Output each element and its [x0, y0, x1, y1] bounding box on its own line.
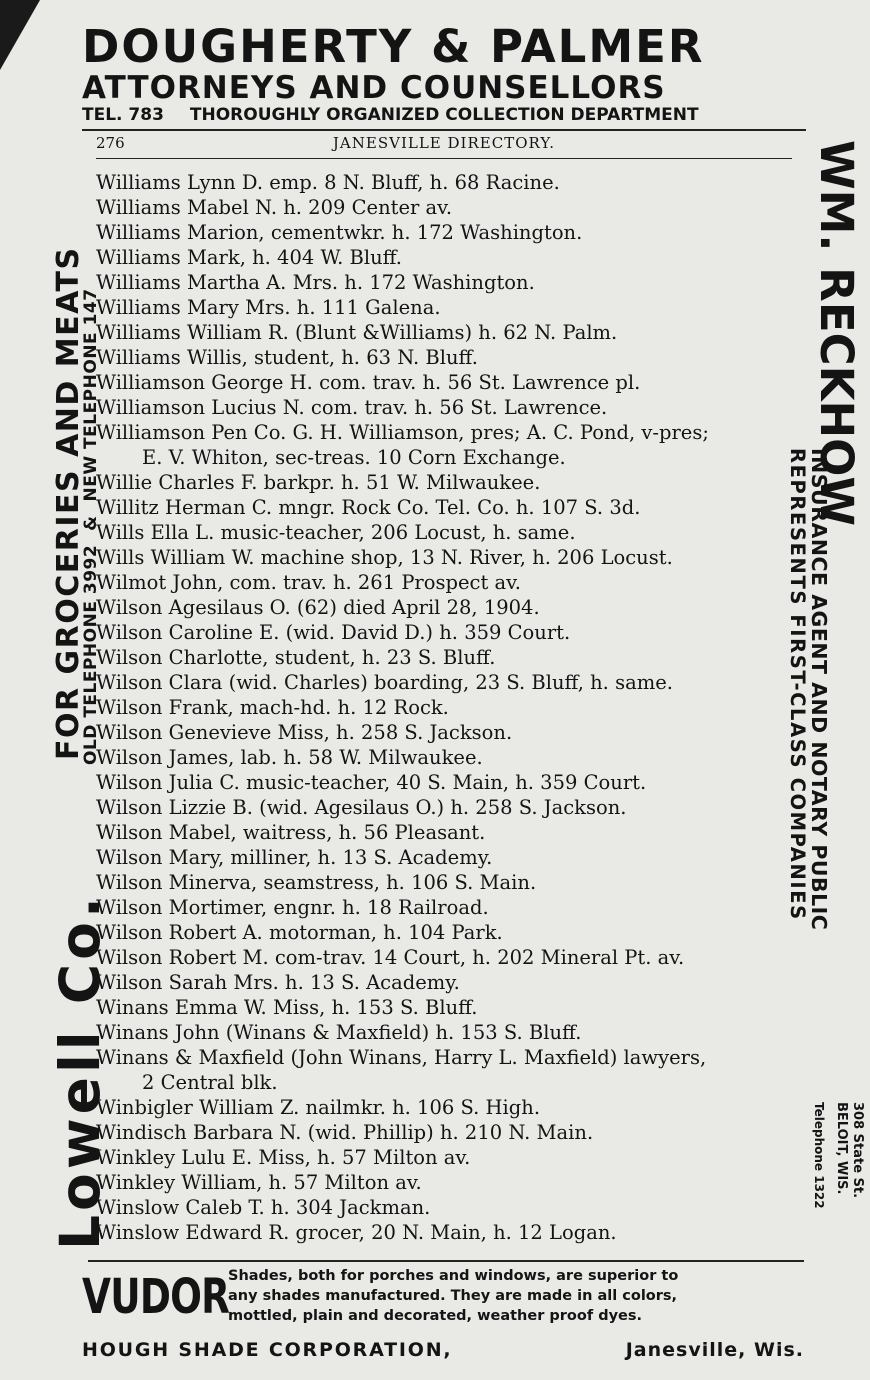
list-item: Winans Emma W. Miss, h. 153 S. Bluff.: [96, 996, 478, 1019]
list-item: Wilmot John, com. trav. h. 261 Prospect av.: [96, 571, 522, 594]
right-ad-address: [850, 1102, 864, 1206]
header-ad: [82, 22, 808, 126]
directory-title: JANESVILLE DIRECTORY.: [332, 134, 556, 152]
page-number: 276: [96, 134, 125, 152]
list-item: Wilson Frank, mach-hd. h. 12 Rock.: [96, 696, 449, 719]
list-item: Williamson George H. com. trav. h. 56 St. Lawrence pl.: [96, 371, 641, 394]
header-firm: DOUGHERTY & PALMER: [82, 20, 705, 73]
list-item: Wilson Sarah Mrs. h. 13 S. Academy.: [96, 971, 460, 994]
right-ad-street: 308 State St.: [850, 1102, 865, 1199]
header-collection: THOROUGHLY ORGANIZED COLLECTION DEPARTMENT: [189, 105, 699, 125]
list-item: Williamson Lucius N. com. trav. h. 56 St. Lawrence.: [96, 396, 608, 419]
list-item: Wilson Agesilaus O. (62) died April 28, 1904.: [96, 596, 540, 619]
list-item: Williams Mark, h. 404 W. Bluff.: [96, 246, 402, 269]
list-item: Wilson Minerva, seamstress, h. 106 S. Main.: [96, 871, 537, 894]
list-item: Williams Willis, student, h. 63 N. Bluff.: [96, 346, 478, 369]
footer-line-2: any shades manufactured. They are made in all colors,: [228, 1288, 678, 1304]
list-item: Wilson Mary, milliner, h. 13 S. Academy.: [96, 846, 493, 869]
left-ad-tagline: FOR GROCERIES AND MEATS: [51, 246, 86, 760]
footer-line-3: mottled, plain and decorated, weather proof dyes.: [228, 1308, 643, 1324]
list-item: Wilson Genevieve Miss, h. 258 S. Jackson.: [96, 721, 513, 744]
directory-listings: [96, 170, 800, 1245]
list-item: Willitz Herman C. mngr. Rock Co. Tel. Co. h. 107 S. 3d.: [96, 496, 641, 519]
list-item: Wilson Mabel, waitress, h. 56 Pleasant.: [96, 821, 486, 844]
footer-city: Janesville, Wis.: [625, 1339, 804, 1361]
left-ad-name: Lowell Co.: [48, 893, 112, 1250]
list-item: Wilson Robert M. com-trav. 14 Court, h. 202 Mineral Pt. av.: [96, 946, 685, 969]
right-ad-line2: REPRESENTS FIRST-CLASS COMPANIES: [786, 448, 809, 921]
list-item: Wilson Robert A. motorman, h. 104 Park.: [96, 921, 503, 944]
list-item: Williams Mabel N. h. 209 Center av.: [96, 196, 453, 219]
right-ad-line1: INSURANCE AGENT AND NOTARY PUBLIC: [807, 448, 831, 931]
footer-company: HOUGH SHADE CORPORATION,: [82, 1339, 453, 1361]
list-item: Williamson Pen Co. G. H. Williamson, pres; A. C. Pond, v-pres;: [96, 421, 709, 444]
list-item: Winslow Edward R. grocer, 20 N. Main, h. 12 Logan.: [96, 1221, 617, 1244]
list-item: Winslow Caleb T. h. 304 Jackman.: [96, 1196, 431, 1219]
header-tel: TEL. 783: [82, 105, 164, 125]
list-item: Williams William R. (Blunt &Williams) h. 62 N. Palm.: [96, 321, 618, 344]
list-item: Wilson Caroline E. (wid. David D.) h. 359 Court.: [96, 621, 571, 644]
left-ad-separator: &: [81, 515, 101, 531]
torn-corner: [0, 0, 40, 70]
right-ad-name: WM. RECKHOW: [810, 140, 863, 527]
list-item: Wilson Lizzie B. (wid. Agesilaus O.) h. 258 S. Jackson.: [96, 796, 627, 819]
running-head: [96, 134, 792, 154]
footer-brand: VUDOR: [82, 1269, 230, 1325]
left-ad-new-tel: NEW TELEPHONE 147: [81, 288, 101, 502]
list-item: Winans John (Winans & Maxfield) h. 153 S. Bluff.: [96, 1021, 582, 1044]
footer-company-line: [82, 1338, 804, 1362]
list-item-continuation: 2 Central blk.: [142, 1071, 278, 1094]
list-item: Wilson Clara (wid. Charles) boarding, 23 S. Bluff, h. same.: [96, 671, 673, 694]
list-item: Winans & Maxfield (John Winans, Harry L. Maxfield) lawyers,: [96, 1046, 707, 1069]
footer-line-1: Shades, both for porches and windows, are superior to: [228, 1268, 679, 1284]
list-item: Williams Marion, cementwkr. h. 172 Washington.: [96, 221, 583, 244]
list-item-continuation: E. V. Whiton, sec-treas. 10 Corn Exchange.: [142, 446, 566, 469]
list-item: Winkley William, h. 57 Milton av.: [96, 1171, 422, 1194]
running-head-rule: [96, 158, 792, 159]
list-item: Wilson Charlotte, student, h. 23 S. Bluff.: [96, 646, 496, 669]
list-item: Wills William W. machine shop, 13 N. River, h. 206 Locust.: [96, 546, 673, 569]
footer-description: [228, 1266, 808, 1326]
list-item: Wilson Julia C. music-teacher, 40 S. Main, h. 359 Court.: [96, 771, 647, 794]
list-item: Winkley Lulu E. Miss, h. 57 Milton av.: [96, 1146, 471, 1169]
list-item: Windisch Barbara N. (wid. Phillip) h. 210 N. Main.: [96, 1121, 594, 1144]
list-item: Williams Martha A. Mrs. h. 172 Washington.: [96, 271, 535, 294]
list-item: Williams Mary Mrs. h. 111 Galena.: [96, 296, 441, 319]
list-item: Wills Ella L. music-teacher, 206 Locust, h. same.: [96, 521, 576, 544]
right-ad-telephone: Telephone 1322: [812, 1102, 826, 1209]
header-profession: ATTORNEYS AND COUNSELLORS: [82, 70, 666, 106]
list-item: Willie Charles F. barkpr. h. 51 W. Milwaukee.: [96, 471, 541, 494]
header-rule: [82, 129, 806, 131]
left-ad-telephones: [82, 288, 100, 765]
left-ad-old-tel: OLD TELEPHONE 3992: [81, 544, 101, 765]
list-item: Williams Lynn D. emp. 8 N. Bluff, h. 68 Racine.: [96, 171, 560, 194]
header-contact: [82, 104, 808, 126]
list-item: Wilson James, lab. h. 58 W. Milwaukee.: [96, 746, 483, 769]
list-item: Wilson Mortimer, engnr. h. 18 Railroad.: [96, 896, 489, 919]
footer-rule: [88, 1260, 804, 1262]
list-item: Winbigler William Z. nailmkr. h. 106 S. High.: [96, 1096, 541, 1119]
right-ad-city: BELOIT, WIS.: [834, 1102, 849, 1195]
